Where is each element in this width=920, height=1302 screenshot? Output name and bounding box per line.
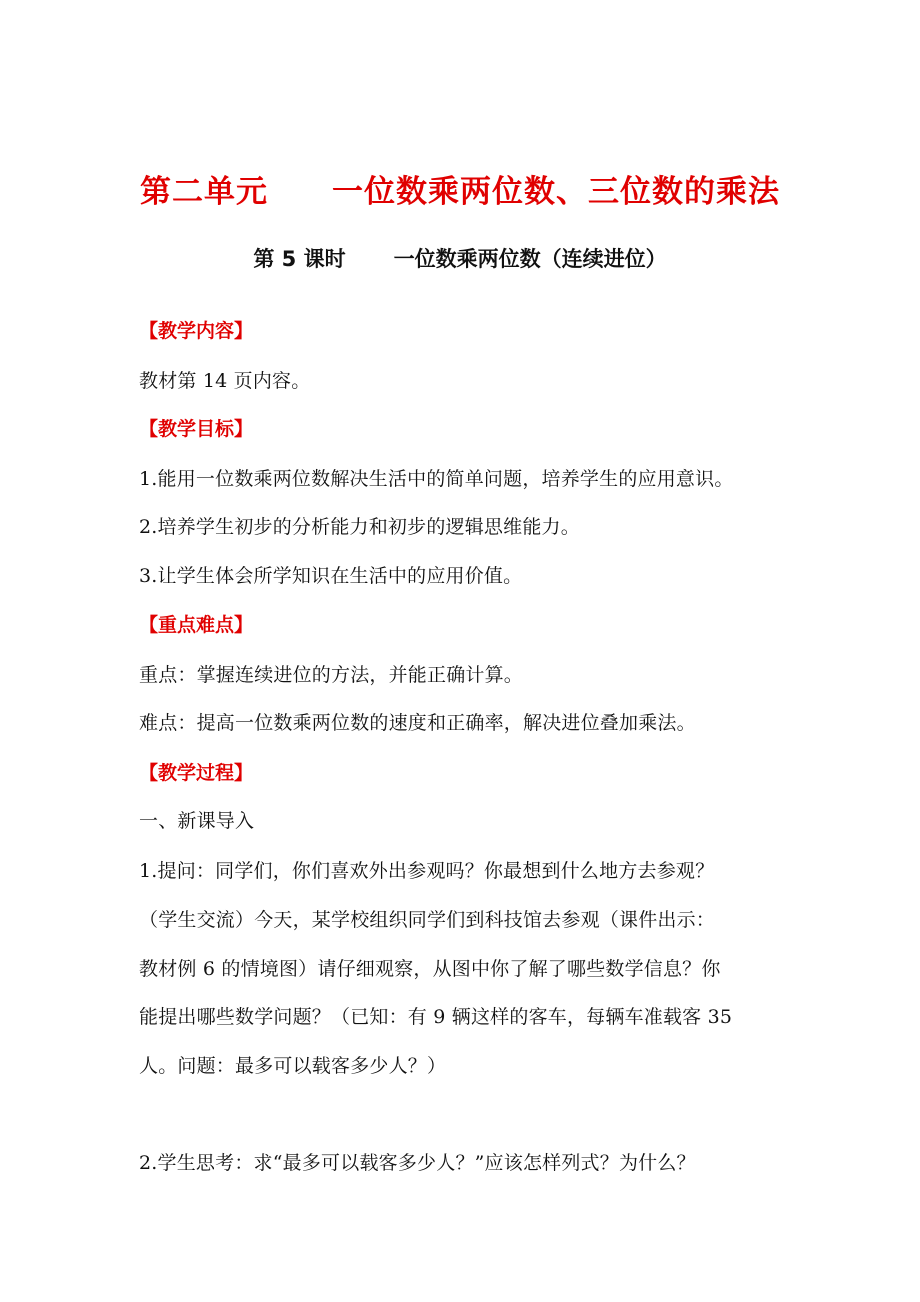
unit-title: 一位数乘两位数、三位数的乘法 (332, 174, 780, 210)
section-heading-process: 【教学过程】 (139, 762, 254, 784)
paragraph-line: 能提出哪些数学问题？（已知：有 9 辆这样的客车，每辆车准载客 35 (139, 1006, 733, 1028)
process-subheading: 一、新课导入 (139, 810, 255, 832)
lesson-number: 第 5 课时 (253, 247, 346, 271)
section-heading-goals: 【教学目标】 (139, 418, 254, 440)
section-heading-content: 【教学内容】 (139, 320, 254, 342)
paragraph-line: 人。问题：最多可以载客多少人？） (139, 1055, 447, 1077)
paragraph-line: 1.提问：同学们，你们喜欢外出参观吗？你最想到什么地方去参观？ (139, 860, 715, 882)
unit-label: 第二单元 (140, 174, 268, 210)
document-title (0, 166, 920, 211)
goal-item: 3.让学生体会所学知识在生活中的应用价值。 (139, 565, 523, 587)
lesson-subtitle (0, 243, 920, 273)
lesson-title: 一位数乘两位数（连续进位） (393, 247, 667, 271)
goal-item: 2.培养学生初步的分析能力和初步的逻辑思维能力。 (139, 516, 580, 538)
content-text: 教材第 14 页内容。 (139, 370, 311, 392)
paragraph-line: （学生交流）今天，某学校组织同学们到科技馆去参观（课件出示： (139, 909, 716, 931)
difficult-point: 难点：提高一位数乘两位数的速度和正确率，解决进位叠加乘法。 (139, 712, 696, 734)
goal-item: 1.能用一位数乘两位数解决生活中的简单问题，培养学生的应用意识。 (139, 468, 734, 490)
key-point: 重点：掌握连续进位的方法，并能正确计算。 (139, 664, 524, 686)
process-item-2: 2.学生思考：求“最多可以载客多少人？”应该怎样列式？为什么？ (139, 1152, 696, 1174)
section-heading-key-points: 【重点难点】 (139, 614, 254, 636)
paragraph-line: 教材例 6 的情境图）请仔细观察，从图中你了解了哪些数学信息？你 (139, 958, 721, 980)
